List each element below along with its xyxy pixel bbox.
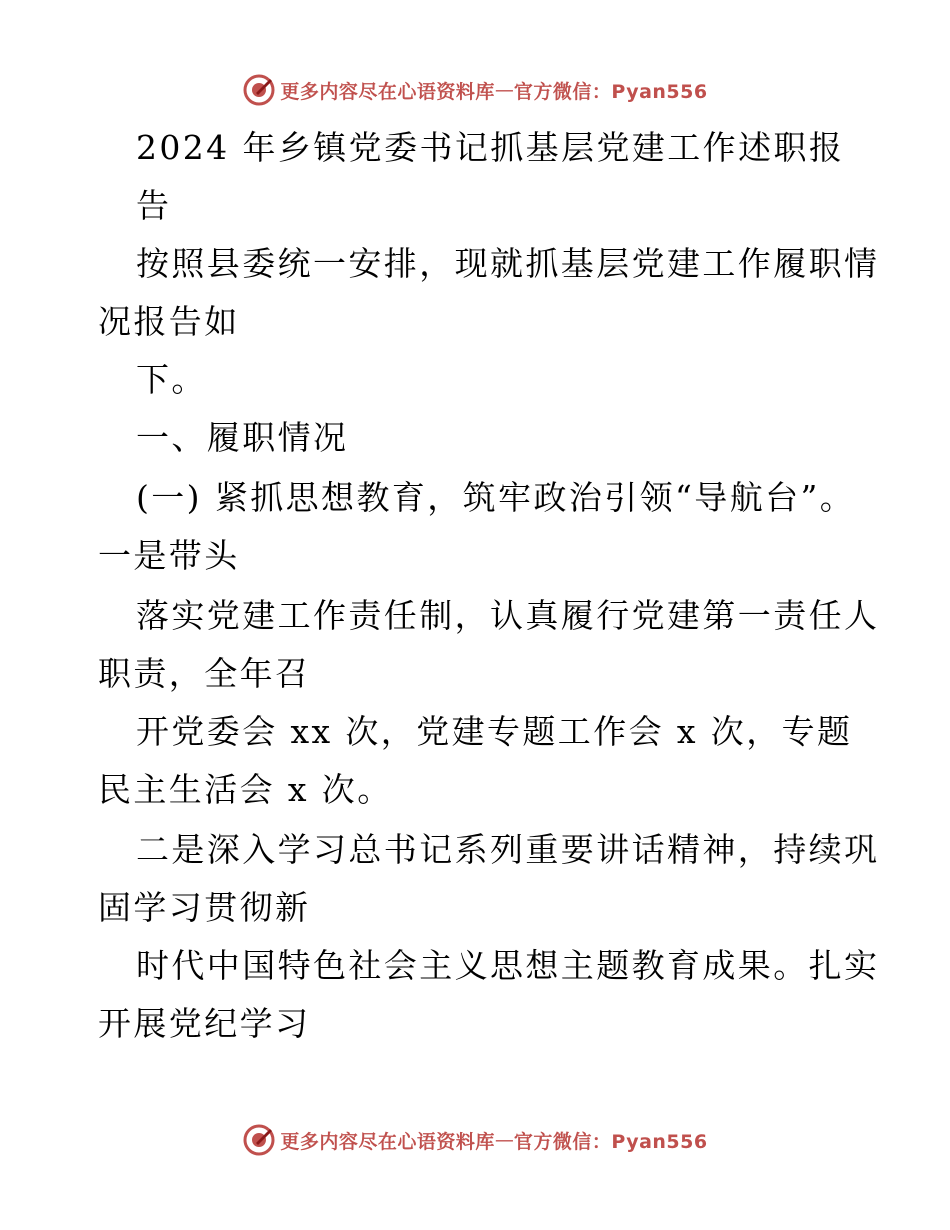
text-line: 一是带头	[98, 536, 240, 575]
watermark-main-text: 更多内容尽在心语资料库	[280, 80, 495, 103]
subsection-heading: (一) 紧抓思想教育，筑牢政治引领“导航台”。	[136, 478, 856, 517]
brand-logo-icon	[242, 1123, 276, 1157]
watermark-contact-text: 官方微信：Pyan556	[513, 1130, 708, 1153]
watermark-main-text: 更多内容尽在心语资料库	[280, 1130, 495, 1153]
watermark-separator: —	[494, 79, 514, 101]
text-line: 下。	[136, 360, 207, 399]
text-line: 开党委会 xx 次，党建专题工作会 x 次，专题	[136, 712, 853, 751]
text-line: 时代中国特色社会主义思想主题教育成果。扎实	[136, 946, 880, 985]
watermark-separator: —	[494, 1129, 514, 1151]
text-line: 固学习贯彻新	[98, 888, 311, 927]
section-heading: 一、履职情况	[136, 418, 349, 457]
text-line: 落实党建工作责任制，认真履行党建第一责任人	[136, 596, 880, 635]
watermark-header	[0, 72, 950, 108]
brand-logo-icon	[242, 73, 276, 107]
document-title: 2024 年乡镇党委书记抓基层党建工作述职报	[136, 128, 845, 167]
text-line: 按照县委统一安排，现就抓基层党建工作履职情	[136, 244, 880, 283]
text-line: 开展党纪学习	[98, 1004, 311, 1043]
text-line: 告	[136, 186, 172, 225]
text-line: 况报告如	[98, 302, 240, 341]
watermark-contact-text: 官方微信：Pyan556	[513, 80, 708, 103]
text-line: 二是深入学习总书记系列重要讲话精神，持续巩	[136, 830, 880, 869]
watermark-footer	[0, 1122, 950, 1158]
text-line: 职责，全年召	[98, 654, 311, 693]
text-line: 民主生活会 x 次。	[98, 770, 393, 809]
